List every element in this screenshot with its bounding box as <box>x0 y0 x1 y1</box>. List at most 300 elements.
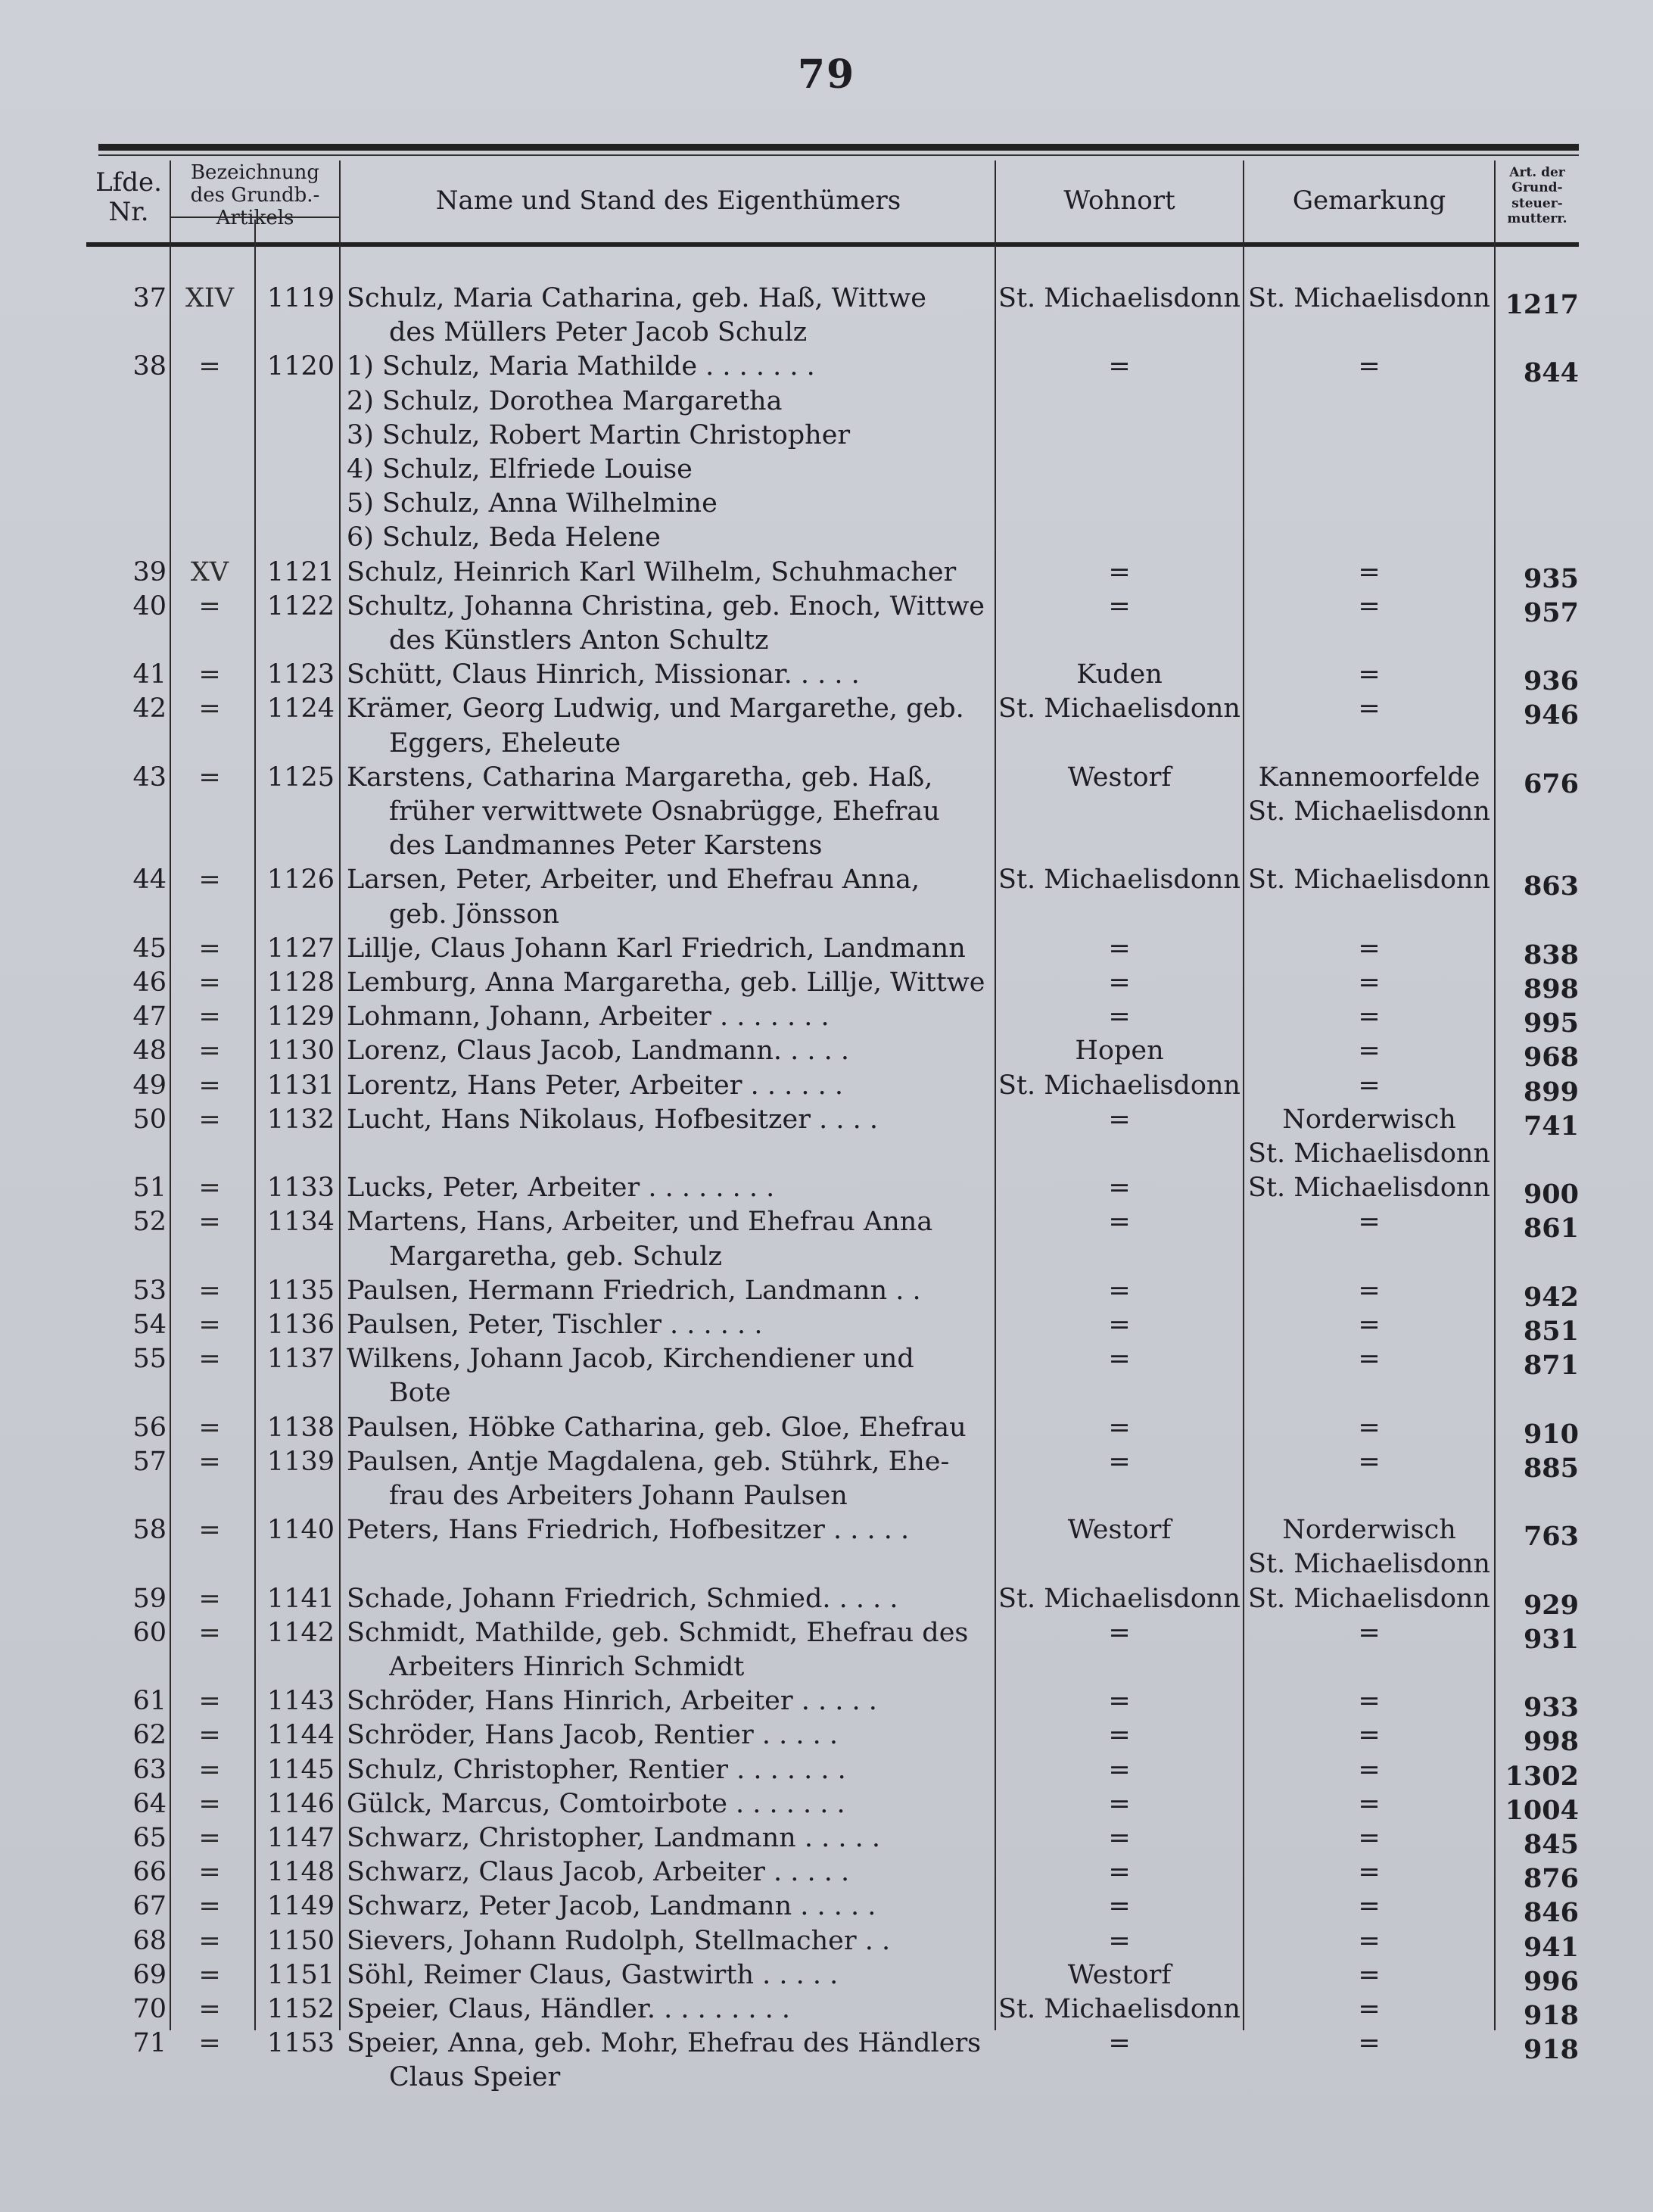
row-number: 67 <box>132 1891 167 1922</box>
owner-name-line: Lucks, Peter, Arbeiter . . . . . . . . <box>347 1173 775 1204</box>
row-wohnort: = <box>1108 1891 1131 1922</box>
row-article: = <box>198 1207 221 1238</box>
row-number: 44 <box>132 865 167 896</box>
table-row <box>0 966 1653 1005</box>
row-number: 71 <box>132 2028 167 2059</box>
row-grundbuch-nr: 1121 <box>266 556 335 587</box>
row-wohnort: = <box>1108 1104 1131 1135</box>
row-gemarkung: = <box>1358 1344 1381 1375</box>
row-grundsteuer-article: 910 <box>1523 1418 1579 1450</box>
header-art-steuer <box>1496 165 1579 227</box>
row-grundsteuer-article: 845 <box>1523 1829 1579 1860</box>
row-wohnort: = <box>1108 1412 1131 1443</box>
row-grundbuch-nr: 1124 <box>266 693 335 724</box>
row-article: = <box>198 1446 221 1477</box>
table-row <box>0 1205 1653 1273</box>
table-row <box>0 692 1653 760</box>
table-row <box>0 1753 1653 1792</box>
row-number: 65 <box>132 1823 167 1853</box>
row-number: 38 <box>132 351 167 382</box>
row-grundsteuer-article: 741 <box>1523 1110 1579 1142</box>
row-grundsteuer-article: 898 <box>1523 974 1579 1005</box>
row-article: = <box>198 1070 221 1101</box>
row-wohnort: = <box>1108 1617 1131 1648</box>
row-number: 68 <box>132 1925 167 1956</box>
owner-name-line: Sievers, Johann Rudolph, Stellmacher . . <box>347 1925 891 1956</box>
row-grundbuch-nr: 1123 <box>266 659 335 690</box>
row-grundbuch-nr: 1144 <box>266 1720 335 1751</box>
row-wohnort: Westorf <box>1067 1959 1172 1990</box>
row-grundsteuer-article: 899 <box>1523 1076 1579 1108</box>
header-bezeichnung-1: Bezeichnung <box>190 161 320 184</box>
row-number: 56 <box>132 1412 167 1443</box>
row-grundsteuer-article: 871 <box>1523 1350 1579 1382</box>
owner-name-line: 6) Schulz, Beda Helene <box>347 522 661 553</box>
row-gemarkung: = <box>1358 693 1381 724</box>
row-grundbuch-nr: 1129 <box>266 1002 335 1033</box>
row-number: 41 <box>132 659 167 690</box>
row-grundsteuer-article: 876 <box>1523 1863 1579 1895</box>
row-gemarkung: = <box>1358 1412 1381 1443</box>
row-grundbuch-nr: 1141 <box>266 1583 335 1614</box>
owner-name-line: frau des Arbeiters Johann Paulsen <box>389 1480 848 1511</box>
owner-name-line: Wilkens, Johann Jacob, Kirchendiener und <box>347 1344 914 1375</box>
top-rule <box>98 144 1579 151</box>
table-row <box>0 1787 1653 1826</box>
row-gemarkung: = <box>1358 1994 1381 2024</box>
top-rule-thin <box>98 154 1579 156</box>
row-wohnort: St. Michaelisdonn <box>998 283 1241 313</box>
owner-name-line: 3) Schulz, Robert Martin Christopher <box>347 419 851 450</box>
owner-name-line: Paulsen, Peter, Tischler . . . . . . <box>347 1310 763 1340</box>
row-wohnort: = <box>1108 2028 1131 2059</box>
row-gemarkung: = <box>1358 1207 1381 1238</box>
row-grundsteuer-article: 941 <box>1523 1931 1579 1963</box>
row-gemarkung: = <box>1358 967 1381 998</box>
row-grundsteuer-article: 998 <box>1523 1726 1579 1758</box>
owner-name-line: geb. Jönsson <box>389 899 559 930</box>
table-row <box>0 590 1653 658</box>
row-number: 62 <box>132 1720 167 1751</box>
table-row <box>0 1958 1653 1997</box>
row-article: = <box>198 590 221 622</box>
row-gemarkung: = <box>1358 556 1381 587</box>
row-number: 58 <box>132 1515 167 1546</box>
row-article: = <box>198 1959 221 1990</box>
row-number: 64 <box>132 1788 167 1819</box>
owner-name-line: Eggers, Eheleute <box>389 727 621 759</box>
owner-name-line: Lorenz, Claus Jacob, Landmann. . . . . <box>347 1036 850 1067</box>
row-wohnort: Westorf <box>1067 1515 1172 1546</box>
table-row <box>0 1924 1653 1963</box>
row-grundbuch-nr: 1143 <box>266 1686 335 1717</box>
row-article: = <box>198 1104 221 1135</box>
row-gemarkung: = <box>1358 1446 1381 1477</box>
owner-name-line: Lohmann, Johann, Arbeiter . . . . . . . <box>347 1002 830 1033</box>
row-article: = <box>198 1344 221 1375</box>
header-art-4: mutterr. <box>1507 211 1567 227</box>
row-wohnort: St. Michaelisdonn <box>998 1583 1241 1614</box>
owner-name-line: Lemburg, Anna Margaretha, geb. Lillje, Wittwe <box>347 967 985 998</box>
owner-name-line: Schütt, Claus Hinrich, Missionar. . . . . <box>347 659 860 690</box>
owner-name-line: Schwarz, Peter Jacob, Landmann . . . . . <box>347 1891 876 1922</box>
row-grundsteuer-article: 1217 <box>1505 289 1579 320</box>
row-grundbuch-nr: 1153 <box>266 2028 335 2059</box>
row-number: 53 <box>132 1275 167 1306</box>
row-gemarkung: = <box>1358 590 1381 622</box>
row-number: 60 <box>132 1617 167 1648</box>
row-article: = <box>198 659 221 690</box>
owner-name-line: 2) Schulz, Dorothea Margaretha <box>347 385 783 416</box>
row-gemarkung: = <box>1358 659 1381 690</box>
row-article: = <box>198 693 221 724</box>
row-wohnort: = <box>1108 1446 1131 1477</box>
row-grundbuch-nr: 1126 <box>266 865 335 896</box>
row-gemarkung: = <box>1358 1070 1381 1101</box>
row-wohnort: = <box>1108 1344 1131 1375</box>
table-row <box>0 1890 1653 1929</box>
row-grundsteuer-article: 929 <box>1523 1589 1579 1621</box>
header-art-3: steuer- <box>1511 195 1563 211</box>
row-grundsteuer-article: 946 <box>1523 699 1579 731</box>
owner-name-line: Söhl, Reimer Claus, Gastwirth . . . . . <box>347 1959 839 1990</box>
row-wohnort: = <box>1108 1925 1131 1956</box>
row-number: 46 <box>132 967 167 998</box>
row-grundbuch-nr: 1120 <box>266 351 335 382</box>
row-gemarkung: = <box>1358 1754 1381 1785</box>
row-grundbuch-nr: 1148 <box>266 1857 335 1888</box>
row-wohnort: = <box>1108 1310 1131 1340</box>
row-gemarkung: Norderwisch <box>1282 1104 1456 1135</box>
table-row <box>0 1308 1653 1347</box>
row-number: 50 <box>132 1104 167 1135</box>
row-grundbuch-nr: 1139 <box>266 1446 335 1477</box>
row-article: XIV <box>185 283 235 313</box>
owner-name-line: Margaretha, geb. Schulz <box>389 1241 722 1272</box>
row-grundsteuer-article: 918 <box>1523 2034 1579 2066</box>
table-row <box>0 761 1653 864</box>
row-wohnort: St. Michaelisdonn <box>998 865 1241 896</box>
header-lfde-nr <box>88 168 170 227</box>
row-number: 66 <box>132 1857 167 1888</box>
owner-name-line: 1) Schulz, Maria Mathilde . . . . . . . <box>347 351 815 382</box>
table-row <box>0 1274 1653 1313</box>
table-row <box>0 1034 1653 1073</box>
row-wohnort: Hopen <box>1075 1036 1164 1067</box>
row-gemarkung: = <box>1358 351 1381 382</box>
row-grundbuch-nr: 1137 <box>266 1344 335 1375</box>
row-number: 54 <box>132 1310 167 1340</box>
row-grundbuch-nr: 1127 <box>266 933 335 964</box>
row-grundbuch-nr: 1130 <box>266 1036 335 1067</box>
row-article: = <box>198 1754 221 1785</box>
row-number: 37 <box>132 283 167 313</box>
row-article: = <box>198 1310 221 1340</box>
table-row <box>0 1069 1653 1108</box>
row-article: = <box>198 351 221 382</box>
table-row <box>0 2027 1653 2095</box>
table-row <box>0 1718 1653 1758</box>
row-article: = <box>198 1617 221 1648</box>
row-grundsteuer-article: 763 <box>1523 1521 1579 1553</box>
row-grundsteuer-article: 844 <box>1523 357 1579 389</box>
page-number: 79 <box>797 51 856 98</box>
table-row <box>0 1582 1653 1621</box>
owner-name-line: Schulz, Heinrich Karl Wilhelm, Schuhmacher <box>347 556 957 587</box>
owner-name-line: früher verwittwete Osnabrügge, Ehefrau <box>389 796 940 827</box>
table-row <box>0 1171 1653 1210</box>
row-grundsteuer-article: 863 <box>1523 871 1579 902</box>
owner-name-line: Paulsen, Antje Magdalena, geb. Stührk, Ehe- <box>347 1446 950 1477</box>
row-gemarkung: = <box>1358 1036 1381 1067</box>
row-grundsteuer-article: 838 <box>1523 939 1579 970</box>
row-grundbuch-nr: 1133 <box>266 1173 335 1204</box>
row-article: = <box>198 1686 221 1717</box>
table-row <box>0 1616 1653 1684</box>
row-grundsteuer-article: 931 <box>1523 1623 1579 1655</box>
row-grundsteuer-article: 861 <box>1523 1213 1579 1245</box>
owner-name-line: Schwarz, Claus Jacob, Arbeiter . . . . . <box>347 1857 850 1888</box>
header-art-2: Grund- <box>1511 180 1563 196</box>
row-gemarkung: = <box>1358 1788 1381 1819</box>
owner-name-line: Lorentz, Hans Peter, Arbeiter . . . . . . <box>347 1070 844 1101</box>
owner-name-line: Bote <box>389 1378 451 1409</box>
row-article: = <box>198 1173 221 1204</box>
row-grundbuch-nr: 1142 <box>266 1617 335 1648</box>
row-grundsteuer-article: 900 <box>1523 1179 1579 1210</box>
table-row <box>0 1992 1653 2031</box>
row-article: = <box>198 967 221 998</box>
owner-name-line: Lillje, Claus Johann Karl Friedrich, Landmann <box>347 933 966 964</box>
row-gemarkung-2: St. Michaelisdonn <box>1248 1549 1490 1580</box>
row-grundsteuer-article: 942 <box>1523 1281 1579 1313</box>
row-grundbuch-nr: 1145 <box>266 1754 335 1785</box>
row-grundbuch-nr: 1132 <box>266 1104 335 1135</box>
row-grundsteuer-article: 968 <box>1523 1042 1579 1073</box>
row-article: = <box>198 1036 221 1067</box>
row-number: 69 <box>132 1959 167 1990</box>
row-article: = <box>198 1515 221 1546</box>
table-row <box>0 1411 1653 1450</box>
row-gemarkung: = <box>1358 2028 1381 2059</box>
table-row <box>0 1684 1653 1724</box>
row-article: = <box>198 1002 221 1033</box>
row-number: 40 <box>132 590 167 622</box>
row-grundbuch-nr: 1151 <box>266 1959 335 1990</box>
row-gemarkung: Kannemoorfelde <box>1258 762 1480 793</box>
owner-name-line: Schulz, Maria Catharina, geb. Haß, Wittwe <box>347 283 927 313</box>
owner-name-line: Schröder, Hans Jacob, Rentier . . . . . <box>347 1720 838 1751</box>
owner-name-line: 4) Schulz, Elfriede Louise <box>347 453 693 484</box>
row-wohnort: = <box>1108 1857 1131 1888</box>
row-wohnort: = <box>1108 1173 1131 1204</box>
row-grundbuch-nr: 1140 <box>266 1515 335 1546</box>
header-art-1: Art. der <box>1509 165 1565 180</box>
owner-name-line: Martens, Hans, Arbeiter, und Ehefrau Anna <box>347 1207 933 1238</box>
row-wohnort: = <box>1108 1823 1131 1853</box>
row-grundsteuer-article: 933 <box>1523 1692 1579 1724</box>
table-row <box>0 1342 1653 1410</box>
table-row <box>0 863 1653 931</box>
row-gemarkung: = <box>1358 1720 1381 1751</box>
row-grundbuch-nr: 1152 <box>266 1994 335 2024</box>
row-number: 42 <box>132 693 167 724</box>
header-bezeichnung-2: des Grundb.- <box>190 183 320 207</box>
row-grundbuch-nr: 1128 <box>266 967 335 998</box>
row-grundsteuer-article: 957 <box>1523 597 1579 628</box>
owner-name-line: Gülck, Marcus, Comtoirbote . . . . . . . <box>347 1788 845 1819</box>
row-article: = <box>198 762 221 793</box>
owner-name-line: Krämer, Georg Ludwig, und Margarethe, geb. <box>347 693 964 724</box>
row-number: 51 <box>132 1173 167 1204</box>
row-wohnort: St. Michaelisdonn <box>998 1070 1241 1101</box>
row-gemarkung: = <box>1358 1891 1381 1922</box>
header-nr: Nr. <box>108 197 149 228</box>
owner-name-line: Paulsen, Höbke Catharina, geb. Gloe, Ehefrau <box>347 1412 967 1443</box>
owner-name-line: Arbeiters Hinrich Schmidt <box>389 1651 745 1682</box>
row-article: = <box>198 1994 221 2024</box>
owner-name-line: Schröder, Hans Hinrich, Arbeiter . . . . . <box>347 1686 877 1717</box>
table-row <box>0 1821 1653 1860</box>
row-grundsteuer-article: 885 <box>1523 1452 1579 1484</box>
row-wohnort: = <box>1108 1788 1131 1819</box>
header-subrule <box>171 217 339 218</box>
owner-name-line: Speier, Claus, Händler. . . . . . . . . <box>347 1994 790 2024</box>
row-number: 47 <box>132 1002 167 1033</box>
row-wohnort: = <box>1108 590 1131 622</box>
row-gemarkung: = <box>1358 1275 1381 1306</box>
row-number: 57 <box>132 1446 167 1477</box>
row-grundsteuer-article: 996 <box>1523 1965 1579 1997</box>
row-grundsteuer-article: 851 <box>1523 1316 1579 1347</box>
owner-name-line: Speier, Anna, geb. Mohr, Ehefrau des Händlers <box>347 2028 982 2059</box>
row-number: 48 <box>132 1036 167 1067</box>
owner-name-line: Lucht, Hans Nikolaus, Hofbesitzer . . . . <box>347 1104 878 1135</box>
row-grundbuch-nr: 1134 <box>266 1207 335 1238</box>
row-article: = <box>198 1857 221 1888</box>
row-gemarkung: = <box>1358 1310 1381 1340</box>
row-wohnort: = <box>1108 1275 1131 1306</box>
row-grundsteuer-article: 1302 <box>1505 1760 1579 1792</box>
header-lfde: Lfde. <box>95 167 162 198</box>
table-row <box>0 1000 1653 1039</box>
header-name: Name und Stand des Eigenthümers <box>435 185 901 216</box>
row-wohnort: = <box>1108 1207 1131 1238</box>
row-number: 43 <box>132 762 167 793</box>
row-grundbuch-nr: 1149 <box>266 1891 335 1922</box>
row-article: = <box>198 1583 221 1614</box>
table-row <box>0 282 1653 350</box>
row-wohnort: St. Michaelisdonn <box>998 693 1241 724</box>
row-grundsteuer-article: 1004 <box>1505 1794 1579 1826</box>
table-row <box>0 556 1653 594</box>
row-number: 61 <box>132 1686 167 1717</box>
row-grundbuch-nr: 1150 <box>266 1925 335 1956</box>
row-gemarkung: = <box>1358 1002 1381 1033</box>
header-gemarkung: Gemarkung <box>1292 185 1446 216</box>
row-grundbuch-nr: 1147 <box>266 1823 335 1853</box>
row-wohnort: Kuden <box>1076 659 1163 690</box>
row-wohnort: = <box>1108 1754 1131 1785</box>
row-wohnort: = <box>1108 933 1131 964</box>
row-gemarkung: St. Michaelisdonn <box>1248 1173 1490 1204</box>
row-gemarkung-2: St. Michaelisdonn <box>1248 1138 1490 1169</box>
row-number: 55 <box>132 1344 167 1375</box>
row-grundbuch-nr: 1135 <box>266 1275 335 1306</box>
owner-name-line: des Künstlers Anton Schultz <box>389 625 769 656</box>
row-number: 52 <box>132 1207 167 1238</box>
owner-name-line: Karstens, Catharina Margaretha, geb. Haß, <box>347 762 933 793</box>
table-row <box>0 1513 1653 1581</box>
row-wohnort: = <box>1108 351 1131 382</box>
header-wohnort: Wohnort <box>1063 185 1175 216</box>
row-wohnort: = <box>1108 1720 1131 1751</box>
row-wohnort: = <box>1108 1002 1131 1033</box>
owner-name-line: des Landmannes Peter Karstens <box>389 830 823 861</box>
row-wohnort: St. Michaelisdonn <box>998 1994 1241 2024</box>
row-article: = <box>198 1275 221 1306</box>
table-row <box>0 1855 1653 1895</box>
row-grundsteuer-article: 918 <box>1523 2000 1579 2031</box>
row-grundbuch-nr: 1138 <box>266 1412 335 1443</box>
row-grundbuch-nr: 1146 <box>266 1788 335 1819</box>
row-grundbuch-nr: 1131 <box>266 1070 335 1101</box>
row-gemarkung: = <box>1358 1925 1381 1956</box>
owner-name-line: des Müllers Peter Jacob Schulz <box>389 317 808 348</box>
table-row <box>0 932 1653 970</box>
row-gemarkung-2: St. Michaelisdonn <box>1248 796 1490 827</box>
row-article: XV <box>190 556 229 587</box>
row-number: 39 <box>132 556 167 587</box>
row-gemarkung: St. Michaelisdonn <box>1248 865 1490 896</box>
owner-name-line: Claus Speier <box>389 2062 561 2093</box>
row-grundsteuer-article: 935 <box>1523 562 1579 594</box>
row-gemarkung: = <box>1358 1823 1381 1853</box>
row-number: 49 <box>132 1070 167 1101</box>
row-grundbuch-nr: 1136 <box>266 1310 335 1340</box>
row-article: = <box>198 1412 221 1443</box>
owner-name-line: Schade, Johann Friedrich, Schmied. . . . . <box>347 1583 898 1614</box>
row-gemarkung: St. Michaelisdonn <box>1248 1583 1490 1614</box>
owner-name-line: Larsen, Peter, Arbeiter, und Ehefrau Anna, <box>347 865 920 896</box>
row-grundsteuer-article: 936 <box>1523 665 1579 697</box>
row-gemarkung: = <box>1358 1857 1381 1888</box>
owner-name-line: Peters, Hans Friedrich, Hofbesitzer . . . . . <box>347 1515 910 1546</box>
owner-name-line: Schultz, Johanna Christina, geb. Enoch, Wittwe <box>347 590 985 622</box>
row-wohnort: = <box>1108 556 1131 587</box>
row-grundbuch-nr: 1119 <box>266 283 335 313</box>
row-article: = <box>198 1925 221 1956</box>
row-number: 70 <box>132 1994 167 2024</box>
row-gemarkung: = <box>1358 1617 1381 1648</box>
row-article: = <box>198 1720 221 1751</box>
row-grundsteuer-article: 995 <box>1523 1008 1579 1039</box>
owner-name-line: Schmidt, Mathilde, geb. Schmidt, Ehefrau des <box>347 1617 969 1648</box>
table-row <box>0 1103 1653 1171</box>
row-gemarkung: St. Michaelisdonn <box>1248 283 1490 313</box>
row-article: = <box>198 2028 221 2059</box>
owner-name-line: Schwarz, Christopher, Landmann . . . . . <box>347 1823 880 1853</box>
table-row <box>0 1445 1653 1513</box>
owner-name-line: 5) Schulz, Anna Wilhelmine <box>347 488 718 519</box>
row-article: = <box>198 1823 221 1853</box>
row-grundbuch-nr: 1122 <box>266 590 335 622</box>
row-wohnort: Westorf <box>1067 762 1172 793</box>
row-gemarkung: = <box>1358 933 1381 964</box>
row-article: = <box>198 1891 221 1922</box>
row-wohnort: = <box>1108 1686 1131 1717</box>
row-wohnort: = <box>1108 967 1131 998</box>
